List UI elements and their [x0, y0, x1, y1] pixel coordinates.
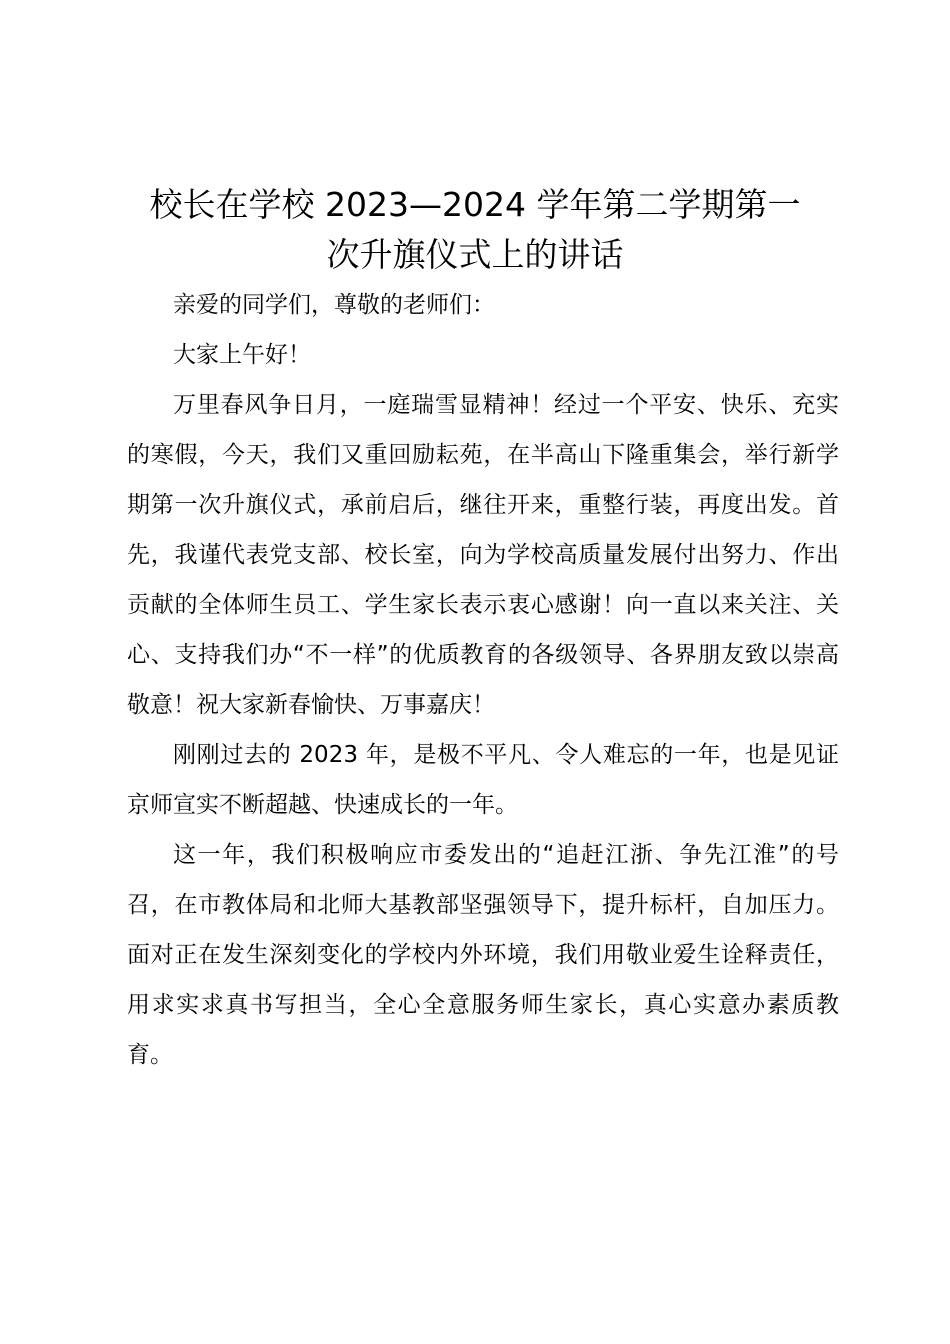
title-line-2: 次升旗仪式上的讲话 — [326, 235, 624, 274]
salutation: 亲爱的同学们，尊敬的老师们： — [173, 292, 495, 318]
greeting: 大家上午好！ — [173, 342, 311, 368]
paragraph-opening: 万里春风争日月，一庭瑞雪显精神！经过一个平安、快乐、充实的寒假，今天，我们又重回励耘苑，在半高山下隆重集会，举行新学期第一次升旗仪式，承前启后，继往开来，重整行装，再度出发。首先，我谨代表党支部、校长室，向为学校高质量发展付出努力、作出贡献的全体师生员工、学生家长表示衷心感谢！向一直以来关注、关心、支持我们办“不一样”的优质教育的各级领导、各界朋友致以崇高敬意！祝大家新春愉快、万事嘉庆！ — [127, 392, 839, 718]
paragraph-2023-review: 刚刚过去的 2023 年，是极不平凡、令人难忘的一年，也是见证京师宣实不断超越、快速成长的一年。 — [127, 742, 839, 818]
document-title — [120, 180, 830, 280]
title-line-1: 校长在学校 2023—2024 学年第二学期第一 — [149, 185, 801, 224]
document-body — [127, 280, 839, 1080]
paragraph-achievements: 这一年，我们积极响应市委发出的“追赶江浙、争先江淮”的号召，在市教体局和北师大基教部坚强领导下，提升标杆，自加压力。面对正在发生深刻变化的学校内外环境，我们用敬业爱生诠释责任，用求实求真书写担当，全心全意服务师生家长，真心实意办素质教育。 — [127, 842, 839, 1068]
